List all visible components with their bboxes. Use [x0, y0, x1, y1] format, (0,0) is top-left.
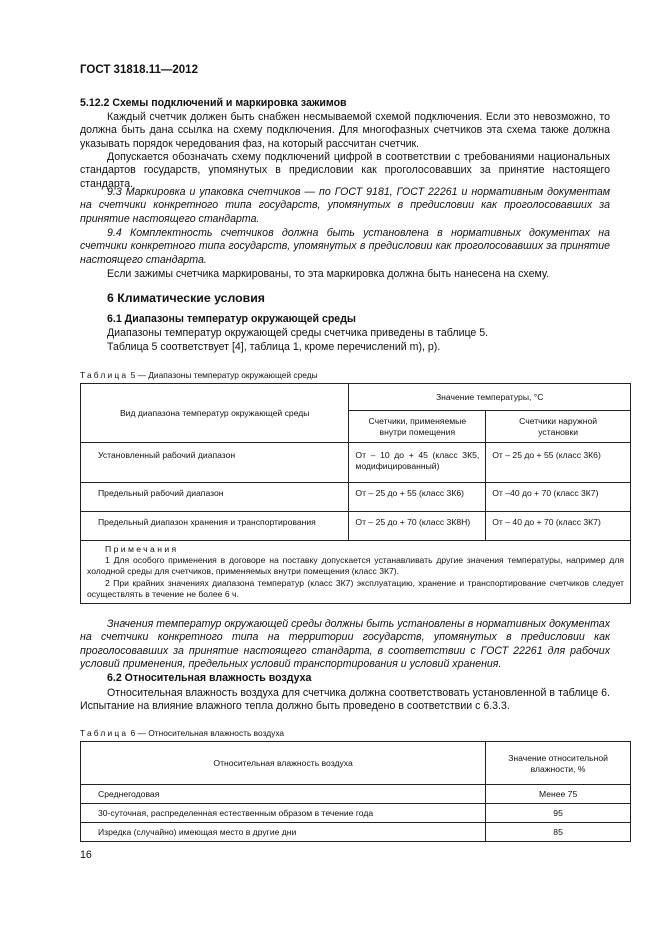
table-5	[80, 383, 631, 604]
document-header: ГОСТ 31818.11—2012	[80, 64, 198, 76]
section-6-2-title: 6.2 Относительная влажность воздуха	[107, 672, 312, 684]
table-6-cell-value: 95	[486, 804, 631, 823]
section-6-1-title: 6.1 Диапазоны температур окружающей среды	[107, 313, 356, 325]
table-5-cell-kind: Предельный диапазон хранения и транспортирования	[81, 512, 349, 541]
table-6-caption	[80, 728, 284, 738]
table-6-head-value: Значение относительной влажности, %	[486, 742, 631, 785]
table-6-row	[81, 785, 631, 804]
paragraph-temperature-values: Значения температур окружающей среды должны быть установлены в нормативных документах на счетчики конкретного типа на территории государств, упомянутых в предисловии как проголосовавших за принятие настоящего стандарта, в соответствии с ГОСТ 22261 для рабочих условий применения, предельных условий транспортирования и условий хранения.	[80, 618, 610, 671]
table-5-cell-indoor: От – 25 до + 70 (класс 3К8Н)	[349, 512, 486, 541]
paragraph-marking: Если зажимы счетчика маркированы, то эта маркировка должна быть нанесена на схему.	[107, 268, 550, 280]
table-5-note-1: 1 Для особого применения в договоре на поставку допускается устанавливать другие значения температуры, например для холодной среды для счетчиков, применяемых внутри помещения (класс 3К7).	[87, 555, 624, 577]
paragraph-6-1-p1: Диапазоны температур окружающей среды счетчика приведены в таблице 5.	[107, 327, 489, 339]
section-6-title: 6 Климатические условия	[107, 291, 265, 305]
paragraph-9-4: 9.4 Комплектность счетчиков должна быть установлена в нормативных документах на счетчики конкретного типа государств, упомянутых в предисловии как проголосовавших за принятие настоящего стандарта.	[80, 227, 610, 266]
page-number: 16	[80, 849, 92, 861]
table-6-cell-value: Менее 75	[486, 785, 631, 804]
table-6-cell-label: 30-суточная, распределенная естественным образом в течение года	[81, 804, 486, 823]
section-5-12-2-title: 5.12.2 Схемы подключений и маркировка зажимов	[80, 97, 347, 109]
paragraph-6-2: Относительная влажность воздуха для счетчика должна соответствовать установленной в таблице 6. Испытание на влияние влажного тепла должно быть проведено в соответствии с 6.3.3.	[80, 687, 610, 713]
table-5-cell-kind: Предельный рабочий диапазон	[81, 483, 349, 512]
table-5-head-kind: Вид диапазона температур окружающей среды	[81, 384, 349, 443]
table-5-caption	[80, 370, 318, 380]
table-6-row	[81, 804, 631, 823]
table-5-head-outdoor: Счетчики наружной установки	[486, 411, 631, 443]
table-5-caption-word: Таблица	[80, 370, 129, 380]
table-6-cell-value: 85	[486, 823, 631, 842]
table-5-cell-kind: Установленный рабочий диапазон	[81, 443, 349, 483]
paragraph-9-3: 9.3 Маркировка и упаковка счетчиков — по ГОСТ 9181, ГОСТ 22261 и нормативным документам на счетчики конкретного типа государств, упомянутых в предисловии как проголосовавших за принятие настоящего стандарта.	[80, 186, 610, 225]
table-6-caption-word: Таблица	[80, 728, 129, 738]
table-6	[80, 741, 631, 842]
table-6-head-humidity: Относительная влажность воздуха	[81, 742, 486, 785]
table-5-row	[81, 512, 631, 541]
table-5-caption-text: 5 — Диапазоны температур окружающей среды	[130, 370, 318, 380]
table-5-cell-indoor: От – 25 до + 55 (класс 3К6)	[349, 483, 486, 512]
table-5-notes	[81, 541, 631, 604]
paragraph-5-12-2-p2: Допускается обозначать схему подключений цифрой в соответствии с требованиями национальных стандартов государств, упомянутых в предисловии как проголосовавших за принятие настоящего стандарта.	[80, 151, 610, 190]
table-5-row	[81, 443, 631, 483]
table-5-note-2: 2 При крайних значениях диапазона температур (класс 3К7) эксплуатацию, хранение и транспортирование счетчиков следует осуществлять в течение не более 6 ч.	[87, 577, 624, 599]
paragraph-5-12-2-p1: Каждый счетчик должен быть снабжен несмываемой схемой подключения. Если это невозможно, то должна быть дана ссылка на схему подключения. Для многофазных счетчиков эта схема также должна указывать порядок чередования фаз, на который рассчитан счетчик.	[80, 111, 610, 150]
table-5-cell-outdoor: От – 40 до + 70 (класс 3К7)	[486, 512, 631, 541]
table-6-cell-label: Среднегодовая	[81, 785, 486, 804]
table-5-row	[81, 483, 631, 512]
table-5-cell-indoor: От – 10 до + 45 (класс 3К5, модифицированный)	[349, 443, 486, 483]
table-5-head-indoor: Счетчики, применяемые внутри помещения	[349, 411, 486, 443]
table-6-cell-label: Изредка (случайно) имеющая место в другие дни	[81, 823, 486, 842]
table-5-head-group: Значение температуры, °С	[349, 384, 631, 411]
paragraph-6-1-p2: Таблица 5 соответствует [4], таблица 1, кроме перечислений m), p).	[107, 341, 441, 353]
table-5-notes-title: Примечания	[105, 544, 179, 554]
table-5-cell-outdoor: От – 25 до + 55 (класс 3К6)	[486, 443, 631, 483]
table-5-cell-outdoor: От –40 до + 70 (класс 3К7)	[486, 483, 631, 512]
table-6-row	[81, 823, 631, 842]
table-6-caption-text: 6 — Относительная влажность воздуха	[130, 728, 285, 738]
